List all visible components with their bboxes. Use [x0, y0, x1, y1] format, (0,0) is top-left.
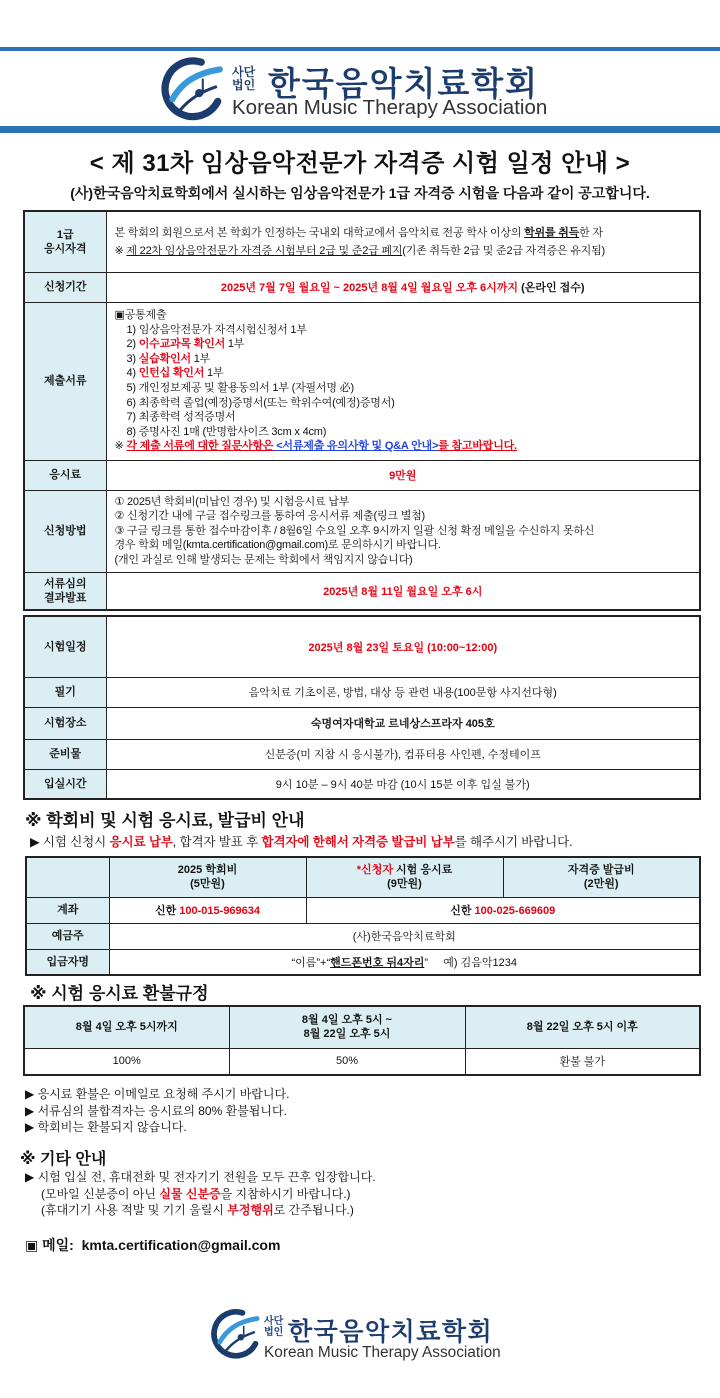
documents-row	[24, 302, 700, 460]
membership-fee-header	[109, 857, 306, 897]
membership-fee-name: 2025 학회비	[177, 864, 238, 877]
fees-notice-highlight: 합격자에 한해서 자격증 발급비 납부	[261, 835, 455, 849]
method-content	[106, 490, 700, 572]
fees-notice	[30, 832, 573, 850]
issuance-fee-name: 자격증 발급비	[567, 864, 635, 877]
document-item-count: 1부	[225, 338, 245, 351]
written-label: 필기	[24, 677, 106, 707]
logo-corp-line-1: 사단	[232, 65, 256, 79]
method-row	[24, 490, 700, 572]
id-notice-end: 을 지참하시기 바랍니다.)	[220, 1186, 351, 1201]
footer-logo	[210, 1308, 510, 1364]
document-item: 6) 최종학력 졸업(예정)증명서(또는 학위수여(예정)증명서)	[126, 396, 395, 409]
contact-email	[25, 1235, 280, 1255]
exam-fee-row	[24, 460, 700, 490]
logo-name-english: Korean Music Therapy Association	[232, 96, 548, 119]
note-mark: ※	[114, 244, 127, 257]
logo-corp-mark	[232, 66, 255, 92]
eligibility-content	[106, 211, 700, 272]
fees-heading: ※ 학회비 및 시험 응시료, 발급비 안내	[25, 811, 305, 830]
application-period-content	[106, 272, 700, 302]
degree-emphasis: 학위를 취득	[524, 226, 580, 239]
depositor-example: 예) 김음악1234	[443, 956, 517, 969]
documents-note-text: 각 제출 서류에 대한 질문사항은	[126, 440, 274, 453]
venue-label: 시험장소	[24, 707, 106, 739]
documents-heading: ▣공통제출	[114, 309, 167, 322]
exam-fee-value: 9만원	[106, 460, 700, 490]
result-label-line-1: 서류심의	[43, 577, 87, 590]
refund-period-2-end: 8월 22일 오후 5시	[303, 1028, 391, 1041]
refund-rate-3: 환불 불가	[465, 1048, 700, 1075]
depositor-format-emphasis: 핸드폰번호 뒤4자리	[330, 956, 425, 969]
method-step-3-cont: 경우 학회 메일(kmta.certification@gmail.com)로 문의하시기 바랍니다.	[114, 539, 441, 552]
fee-corner-cell	[26, 857, 109, 897]
refund-note: ▶ 서류심의 불합격자는 응시료의 80% 환불됩니다.	[25, 1103, 287, 1118]
retention-note: (기존 취득한 2급 및 준2급 자격증은 유지됨)	[402, 244, 605, 257]
refund-period-2	[229, 1006, 465, 1048]
document-item-count: 1부	[190, 352, 211, 365]
result-row	[24, 572, 700, 610]
bank-name: 신한	[154, 905, 180, 917]
refund-table	[23, 1005, 701, 1076]
exam-date-value: 2025년 8월 23일 토요일 (10:00~12:00)	[106, 616, 700, 677]
fees-notice-text: ▶ 시험 신청시	[30, 835, 110, 849]
eligibility-label	[24, 211, 106, 272]
document-item: 1) 임상음악전문가 자격시험신청서 1부	[126, 323, 307, 336]
id-notice	[25, 1186, 376, 1203]
refund-rate-1: 100%	[24, 1048, 229, 1075]
misconduct-end: 로 간주됩니다.)	[273, 1203, 354, 1217]
method-disclaimer: (개인 과실로 인해 발생되는 문제는 학회에서 책임지지 않습니다)	[114, 553, 413, 566]
logo-corp-line-1: 사단	[264, 1316, 284, 1327]
logo-name-korean: 한국음악치료학회	[288, 1318, 494, 1346]
issuance-fee-header	[503, 857, 700, 897]
exam-date-row	[24, 616, 700, 677]
logo-name-korean: 한국음악치료학회	[268, 65, 540, 102]
application-period-label: 신청기간	[24, 272, 106, 302]
abolition-note: 제 22차 임상음악전문가 자격증 시험부터 2급 및 준2급 폐지	[126, 244, 403, 257]
document-item: 8) 증명사진 1매 (반명함사이즈 3cm x 4cm)	[126, 425, 327, 438]
header-bar	[0, 126, 720, 133]
device-notice: ▶ 시험 입실 전, 휴대전화 및 전자기기 전원을 모두 끈후 입장합니다.	[25, 1170, 376, 1184]
method-step-1: ① 2025년 학회비(미납인 경우) 및 시험응시료 납부	[114, 495, 350, 508]
exam-info-table	[23, 615, 701, 800]
depositor-format-end: ”	[424, 956, 429, 969]
refund-notes	[25, 1086, 289, 1136]
holder-value: (사)한국음악치료학회	[109, 923, 700, 949]
eligibility-row	[24, 211, 700, 272]
depositor-format: “이름”+“	[291, 956, 331, 969]
document-item-highlight: 인턴십 확인서	[138, 367, 205, 380]
other-notes	[25, 1169, 376, 1219]
email-label: ▣ 메일:	[25, 1237, 74, 1253]
result-label	[24, 572, 106, 610]
note-mark: ※	[114, 440, 127, 453]
method-step-2: ② 신청기간 내에 구글 접수링크를 통하여 응시서류 제출(링크 별첨)	[114, 510, 426, 523]
application-dates: 2025년 7월 7일 월요일 ~ 2025년 8월 4일 월요일 오후 6시까지	[220, 282, 519, 294]
music-swoosh-icon	[210, 1308, 262, 1360]
application-info-table	[23, 210, 701, 611]
depositor-row	[26, 949, 700, 975]
misconduct-text: (휴대기기 사용 적발 및 기기 울릴시	[41, 1203, 228, 1217]
documents-content	[106, 302, 700, 460]
qa-guide-link[interactable]: <서류제출 유의사항 및 Q&A 안내>	[273, 440, 439, 453]
account-row	[26, 897, 700, 923]
supplies-row	[24, 739, 700, 769]
id-notice-text: (모바일 신분증이 아닌	[41, 1186, 160, 1201]
fees-notice-text: , 합격자 발표 후	[172, 835, 262, 849]
application-period-row	[24, 272, 700, 302]
exam-date-label: 시험일정	[24, 616, 106, 677]
entry-time-value: 9시 10분 – 9시 40분 마감 (10시 15분 이후 입실 불가)	[106, 769, 700, 799]
document-item: 5) 개인정보제공 및 활용동의서 1부 (자필서명 必)	[126, 382, 354, 394]
logo-name-english: Korean Music Therapy Association	[264, 1344, 501, 1361]
bank-name: 신한	[450, 905, 475, 917]
fees-notice-highlight: 응시료 납부	[109, 835, 173, 849]
top-rule	[0, 47, 720, 51]
document-item	[115, 366, 692, 381]
supplies-label: 준비물	[24, 739, 106, 769]
account-label: 계좌	[26, 897, 109, 923]
document-item-num: 3)	[126, 352, 139, 365]
logo-corp-line-2: 법인	[264, 1327, 284, 1338]
exam-fee-label: 응시료	[24, 460, 106, 490]
document-item: 7) 최종학력 성적증명서	[126, 411, 236, 424]
fee-header-row	[26, 857, 700, 897]
documents-note-end: 를 참고바랍니다.	[438, 440, 517, 453]
eligibility-text-end: 한 자	[579, 226, 603, 239]
written-row	[24, 677, 700, 707]
logo-corp-line-2: 법인	[232, 78, 256, 93]
music-swoosh-icon	[160, 56, 226, 122]
email-address[interactable]: kmta.certification@gmail.com	[81, 1237, 281, 1253]
holder-row	[26, 923, 700, 949]
exam-fee-amount: (9만원)	[387, 878, 422, 891]
result-label-line-2: 결과발표	[43, 591, 87, 604]
entry-time-label: 입실시간	[24, 769, 106, 799]
page-title: < 제 31차 임상음악전문가 자격증 시험 일정 안내 >	[89, 150, 631, 177]
physical-id-emphasis: 실물 신분증	[159, 1186, 221, 1201]
logo-corp-mark	[264, 1316, 283, 1338]
application-mode: (온라인 접수)	[518, 282, 585, 294]
account-number: 100-015-969634	[179, 905, 261, 917]
method-step-3: ③ 구글 링크를 통한 접수마감이후 / 8월6일 수요일 오후 9시까지 일괄 신청 확정 메일을 수신하지 못하신	[114, 524, 595, 537]
refund-period-3: 8월 22일 오후 5시 이후	[465, 1006, 700, 1048]
holder-label: 예금주	[26, 923, 109, 949]
result-date: 2025년 8월 11일 월요일 오후 6시	[106, 572, 700, 610]
document-item-highlight: 실습확인서	[138, 352, 191, 365]
documents-label: 제출서류	[24, 302, 106, 460]
issuance-fee-amount: (2만원)	[583, 878, 619, 891]
account-2	[306, 897, 700, 923]
documents-note	[115, 439, 692, 454]
eligibility-label-line-2: 응시자격	[43, 242, 87, 255]
exam-fee-name: 시험 응시료	[392, 864, 453, 877]
venue-value: 숙명여자대학교 르네상스프라자 405호	[106, 707, 700, 739]
refund-value-row	[24, 1048, 700, 1075]
supplies-value: 신분증(미 지참 시 응시불가), 컴퓨터용 사인펜, 수정테이프	[106, 739, 700, 769]
depositor-value	[109, 949, 700, 975]
eligibility-note	[115, 242, 692, 260]
exam-fee-header	[306, 857, 503, 897]
refund-note: ▶ 학회비는 환불되지 않습니다.	[25, 1120, 187, 1134]
eligibility-label-line-1: 1급	[56, 228, 74, 241]
document-item-num: 2)	[126, 338, 139, 351]
refund-period-2-start: 8월 4일 오후 5시 ~	[301, 1014, 393, 1027]
applicant-mark: *신청자	[356, 864, 393, 877]
document-item-highlight: 이수교과목 확인서	[138, 338, 226, 351]
method-label: 신청방법	[24, 490, 106, 572]
eligibility-requirement	[115, 224, 692, 242]
depositor-label: 입금자명	[26, 949, 109, 975]
membership-fee-amount: (5만원)	[190, 878, 225, 891]
document-item-num: 4)	[126, 367, 139, 380]
written-value: 음악치료 기초이론, 방법, 대상 등 관련 내용(100문항 사지선다형)	[106, 677, 700, 707]
refund-period-1: 8월 4일 오후 5시까지	[24, 1006, 229, 1048]
other-heading: ※ 기타 안내	[20, 1151, 107, 1168]
misconduct-emphasis: 부정행위	[227, 1203, 274, 1217]
fees-notice-text: 를 해주시기 바랍니다.	[454, 835, 573, 849]
document-item-count: 1부	[204, 367, 224, 380]
refund-rate-2: 50%	[229, 1048, 465, 1075]
refund-note: ▶ 응시료 환불은 이메일로 요청해 주시기 바랍니다.	[25, 1087, 290, 1101]
page-subtitle: (사)한국음악치료학회에서 실시하는 임상음악전문가 1급 자격증 시험을 다음과 같이 공고합니다.	[70, 185, 650, 201]
header-logo	[160, 56, 570, 124]
refund-heading: ※ 시험 응시료 환불규정	[30, 984, 209, 1003]
venue-row	[24, 707, 700, 739]
eligibility-text: 본 학회의 회원으로서 본 학회가 인정하는 국내외 대학교에서 음악치료 전공 학사 이상의	[114, 226, 525, 239]
fee-table	[25, 856, 701, 976]
entry-time-row	[24, 769, 700, 799]
account-1	[109, 897, 306, 923]
misconduct-notice	[25, 1202, 376, 1219]
refund-header-row	[24, 1006, 700, 1048]
document-item	[115, 352, 692, 367]
document-item	[115, 337, 692, 352]
account-number: 100-025-669609	[474, 905, 556, 917]
